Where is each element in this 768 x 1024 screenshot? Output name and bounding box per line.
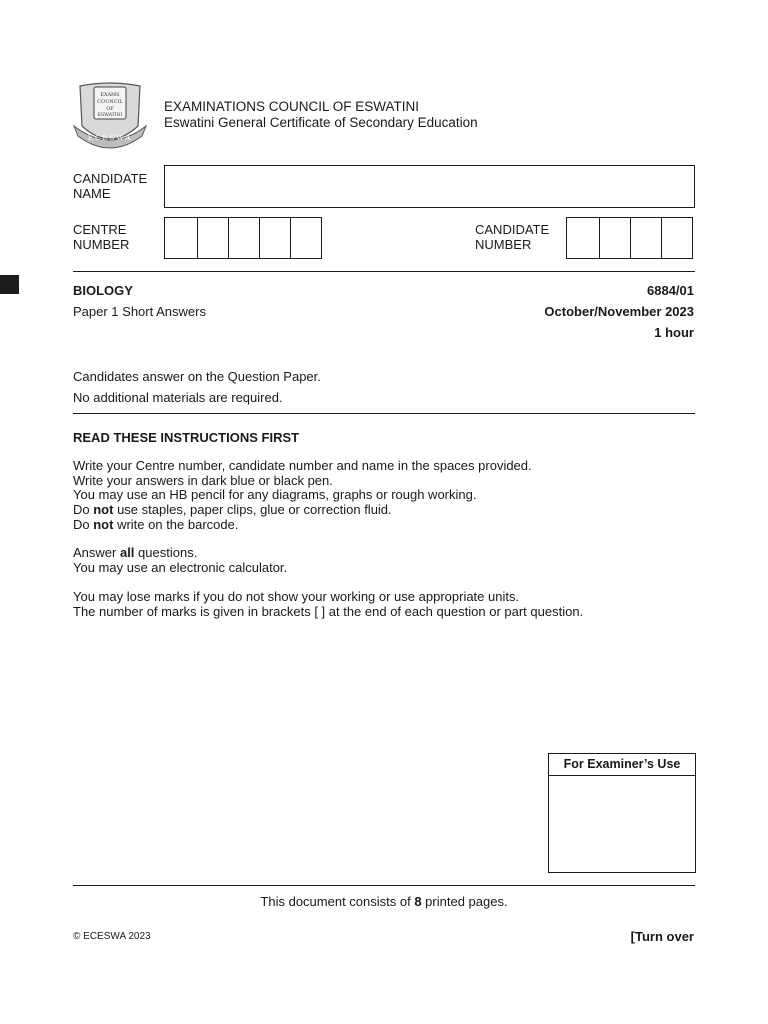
centre-number-digit-box[interactable] [259,218,290,258]
exam-session: October/November 2023 [544,304,694,319]
instruction-text: Answer [73,545,120,560]
centre-number-digit-box[interactable] [228,218,259,258]
instruction-text: Do [73,502,94,518]
paper-title: Paper 1 Short Answers [73,304,206,319]
page-count-note [0,894,768,909]
instruction-emphasis: all [119,545,135,560]
instruction-text: Do [73,516,94,532]
svg-text:OF: OF [106,106,114,112]
paper-code: 6884/01 [647,283,694,298]
instruction-line: You may use an HB pencil for any diagrams, graphs or rough working. [73,487,477,503]
candidate-number-digit-box[interactable] [567,218,599,258]
instruction-line [73,546,287,561]
instruction-text: write on the barcode. [113,516,239,532]
page-count-number: 8 [414,894,422,909]
instruction-line [73,518,532,533]
centre-number-label-line2: NUMBER [73,237,130,252]
materials-line-1: Candidates answer on the Question Paper. [73,369,321,384]
eceswa-crest-logo [72,82,148,152]
instruction-text: questions. [134,545,198,560]
page-count-text: This document consists of [260,894,415,909]
centre-number-digit-box[interactable] [290,218,321,258]
instruction-line: You may lose marks if you do not show your working or use appropriate units. [73,589,520,604]
page-edge-marker [0,275,19,294]
svg-text:COUNCIL: COUNCIL [97,99,123,105]
svg-text:ESWATINI: ESWATINI [97,113,123,118]
candidate-number-digit-box[interactable] [599,218,630,258]
exam-duration: 1 hour [654,325,694,340]
instruction-line: Write your answers in dark blue or black pen. [73,472,333,488]
divider [73,885,695,886]
candidate-name-label [73,171,147,201]
candidate-number-label [475,222,549,252]
centre-number-label-line1: CENTRE [73,222,127,237]
centre-number-digit-box[interactable] [197,218,228,258]
candidate-name-field[interactable] [164,165,695,208]
turn-over-note: [Turn over [630,929,694,944]
svg-text:EXAMS: EXAMS [100,92,120,98]
instructions-block-3 [73,590,583,619]
instructions-heading: READ THESE INSTRUCTIONS FIRST [73,430,300,445]
candidate-number-label-line1: CANDIDATE [475,222,550,237]
council-heading [164,99,478,131]
candidate-name-label-line1: CANDIDATE [73,171,148,186]
materials-line-2: No additional materials are required. [73,390,283,405]
instruction-text: use staples, paper clips, glue or correction fluid. [113,502,392,518]
copyright: © ECESWA 2023 [73,931,151,942]
instructions-block-2 [73,546,287,575]
candidate-number-field[interactable] [566,217,693,259]
instructions-block-1 [73,459,532,533]
candidate-number-digit-box[interactable] [630,218,661,258]
instruction-line: The number of marks is given in brackets [ ] at the end of each question or part question. [73,603,584,619]
instruction-emphasis: not [93,516,114,532]
candidate-name-label-line2: NAME [73,186,111,201]
certificate-name: Eswatini General Certificate of Secondary Education [164,115,478,130]
divider [73,413,695,414]
centre-number-label [73,222,129,252]
council-name: EXAMINATIONS COUNCIL OF ESWATINI [164,99,420,114]
instruction-line: You may use an electronic calculator. [73,559,288,575]
instruction-line: Write your Centre number, candidate number and name in the spaces provided. [73,458,532,473]
examiner-use-label: For Examiner’s Use [549,754,695,776]
centre-number-field[interactable] [164,217,322,259]
examiner-use-box [548,753,696,873]
page-count-text: printed pages. [421,894,508,909]
materials-note [73,366,321,408]
subject-title: BIOLOGY [73,283,133,298]
candidate-number-label-line2: NUMBER [475,237,532,252]
candidate-number-digit-box[interactable] [661,218,692,258]
svg-text:ECESWA: ECESWA [87,134,133,142]
centre-number-digit-box[interactable] [165,218,197,258]
instruction-line [73,503,532,518]
instruction-emphasis: not [93,502,114,518]
divider [73,271,695,272]
